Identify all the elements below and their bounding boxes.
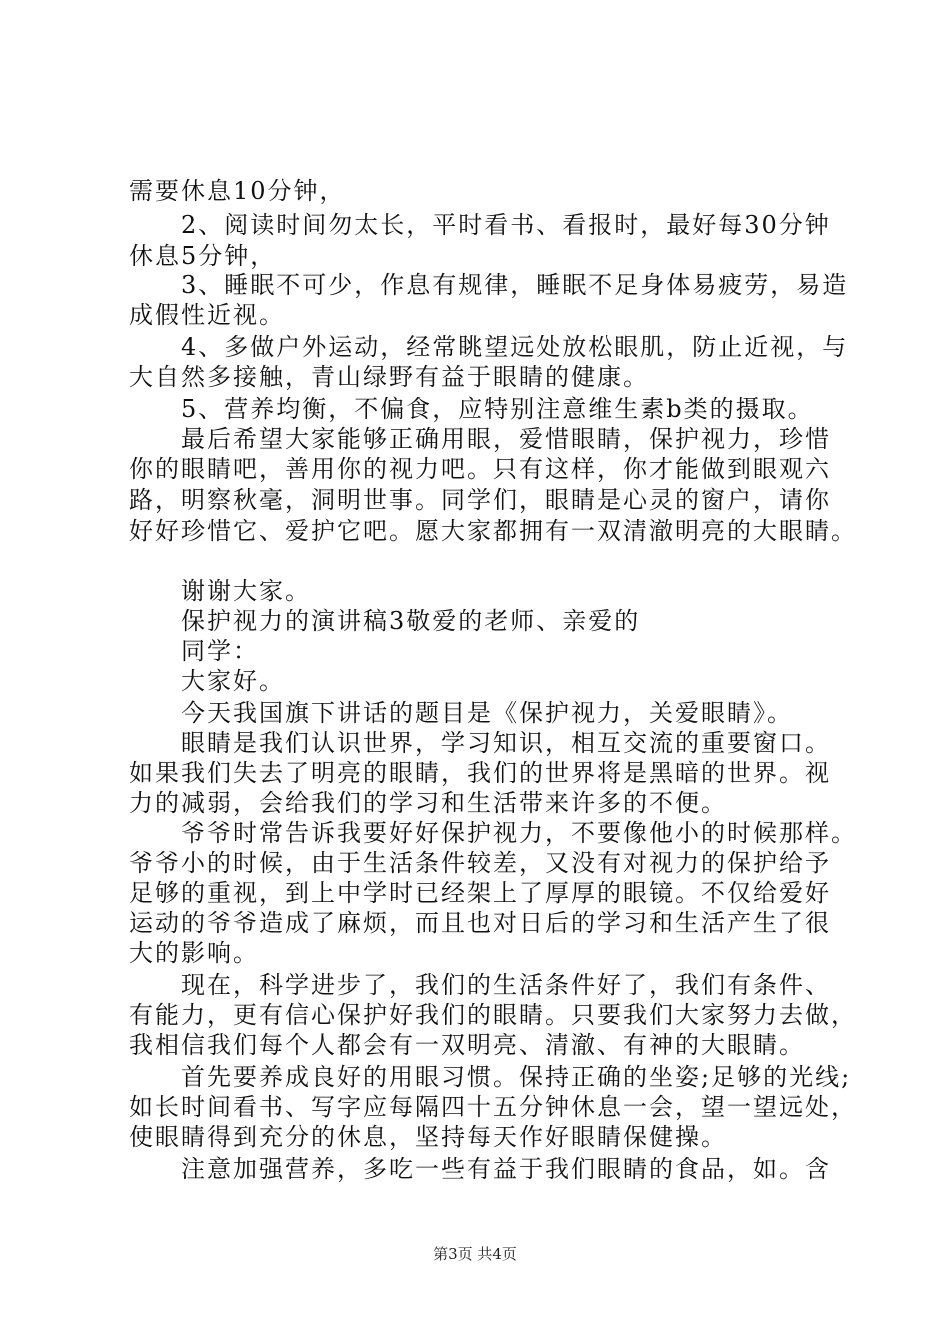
paragraph-line: 谢谢大家。 <box>129 577 311 605</box>
paragraph-line: 有能力，更有信心保护好我们的眼睛。只要我们大家努力去做， <box>129 1001 857 1029</box>
paragraph-line: 你的眼睛吧，善用你的视力吧。只有这样，你才能做到眼观六 <box>129 455 831 483</box>
paragraph-line: 需要休息10分钟， <box>129 177 346 205</box>
paragraph-line: 3、睡眠不可少，作息有规律，睡眠不足身体易疲劳，易造 <box>129 271 849 299</box>
page-footer: 第3页 共4页 <box>433 1245 517 1263</box>
paragraph-line: 今天我国旗下讲话的题目是《保护视力，关爱眼睛》。 <box>129 699 793 727</box>
paragraph-line: 注意加强营养，多吃一些有益于我们眼睛的食品，如。含 <box>129 1155 831 1183</box>
paragraph-line: 我相信我们每个人都会有一双明亮、清澈、有神的大眼睛。 <box>129 1031 805 1059</box>
paragraph-line: 运动的爷爷造成了麻烦，而且也对日后的学习和生活产生了很 <box>129 909 831 937</box>
paragraph-line: 力的减弱，会给我们的学习和生活带来许多的不便。 <box>129 789 727 817</box>
paragraph-line: 2、阅读时间勿太长，平时看书、看报时，最好每30分钟 <box>129 211 831 239</box>
paragraph-line: 休息5分钟， <box>129 242 277 270</box>
paragraph-line: 大的影响。 <box>129 939 259 967</box>
paragraph-line: 眼睛是我们认识世界，学习知识，相互交流的重要窗口。 <box>129 729 831 757</box>
paragraph-line: 爷爷小的时候，由于生活条件较差，又没有对视力的保护给予 <box>129 849 831 877</box>
paragraph-line: 保护视力的演讲稿3敬爱的老师、亲爱的 <box>129 607 641 635</box>
paragraph-line: 足够的重视，到上中学时已经架上了厚厚的眼镜。不仅给爱好 <box>129 879 831 907</box>
paragraph-line: 最后希望大家能够正确用眼，爱惜眼睛，保护视力，珍惜 <box>129 425 831 453</box>
paragraph-line: 首先要养成良好的用眼习惯。保持正确的坐姿;足够的光线; <box>129 1063 852 1091</box>
paragraph-line: 使眼睛得到充分的休息，坚持每天作好眼睛保健操。 <box>129 1123 727 1151</box>
paragraph-line: 爷爷时常告诉我要好好保护视力，不要像他小的时候那样。 <box>129 819 857 847</box>
paragraph-line: 如长时间看书、写字应每隔四十五分钟休息一会，望一望远处， <box>129 1093 857 1121</box>
paragraph-line: 大自然多接触，青山绿野有益于眼睛的健康。 <box>129 363 649 391</box>
paragraph-line: 现在，科学进步了，我们的生活条件好了，我们有条件、 <box>129 971 831 999</box>
paragraph-line: 成假性近视。 <box>129 301 285 329</box>
paragraph-line: 4、多做户外运动，经常眺望远处放松眼肌，防止近视，与 <box>129 333 849 361</box>
paragraph-line: 大家好。 <box>129 667 285 695</box>
paragraph-line: 如果我们失去了明亮的眼睛，我们的世界将是黑暗的世界。视 <box>129 759 831 787</box>
paragraph-line: 5、营养均衡，不偏食，应特别注意维生素b类的摄取。 <box>129 395 814 423</box>
paragraph-line: 同学： <box>129 637 259 665</box>
paragraph-line: 路，明察秋毫，洞明世事。同学们，眼睛是心灵的窗户，请你 <box>129 486 831 514</box>
paragraph-line: 好好珍惜它、爱护它吧。愿大家都拥有一双清澈明亮的大眼睛。 <box>129 517 857 545</box>
